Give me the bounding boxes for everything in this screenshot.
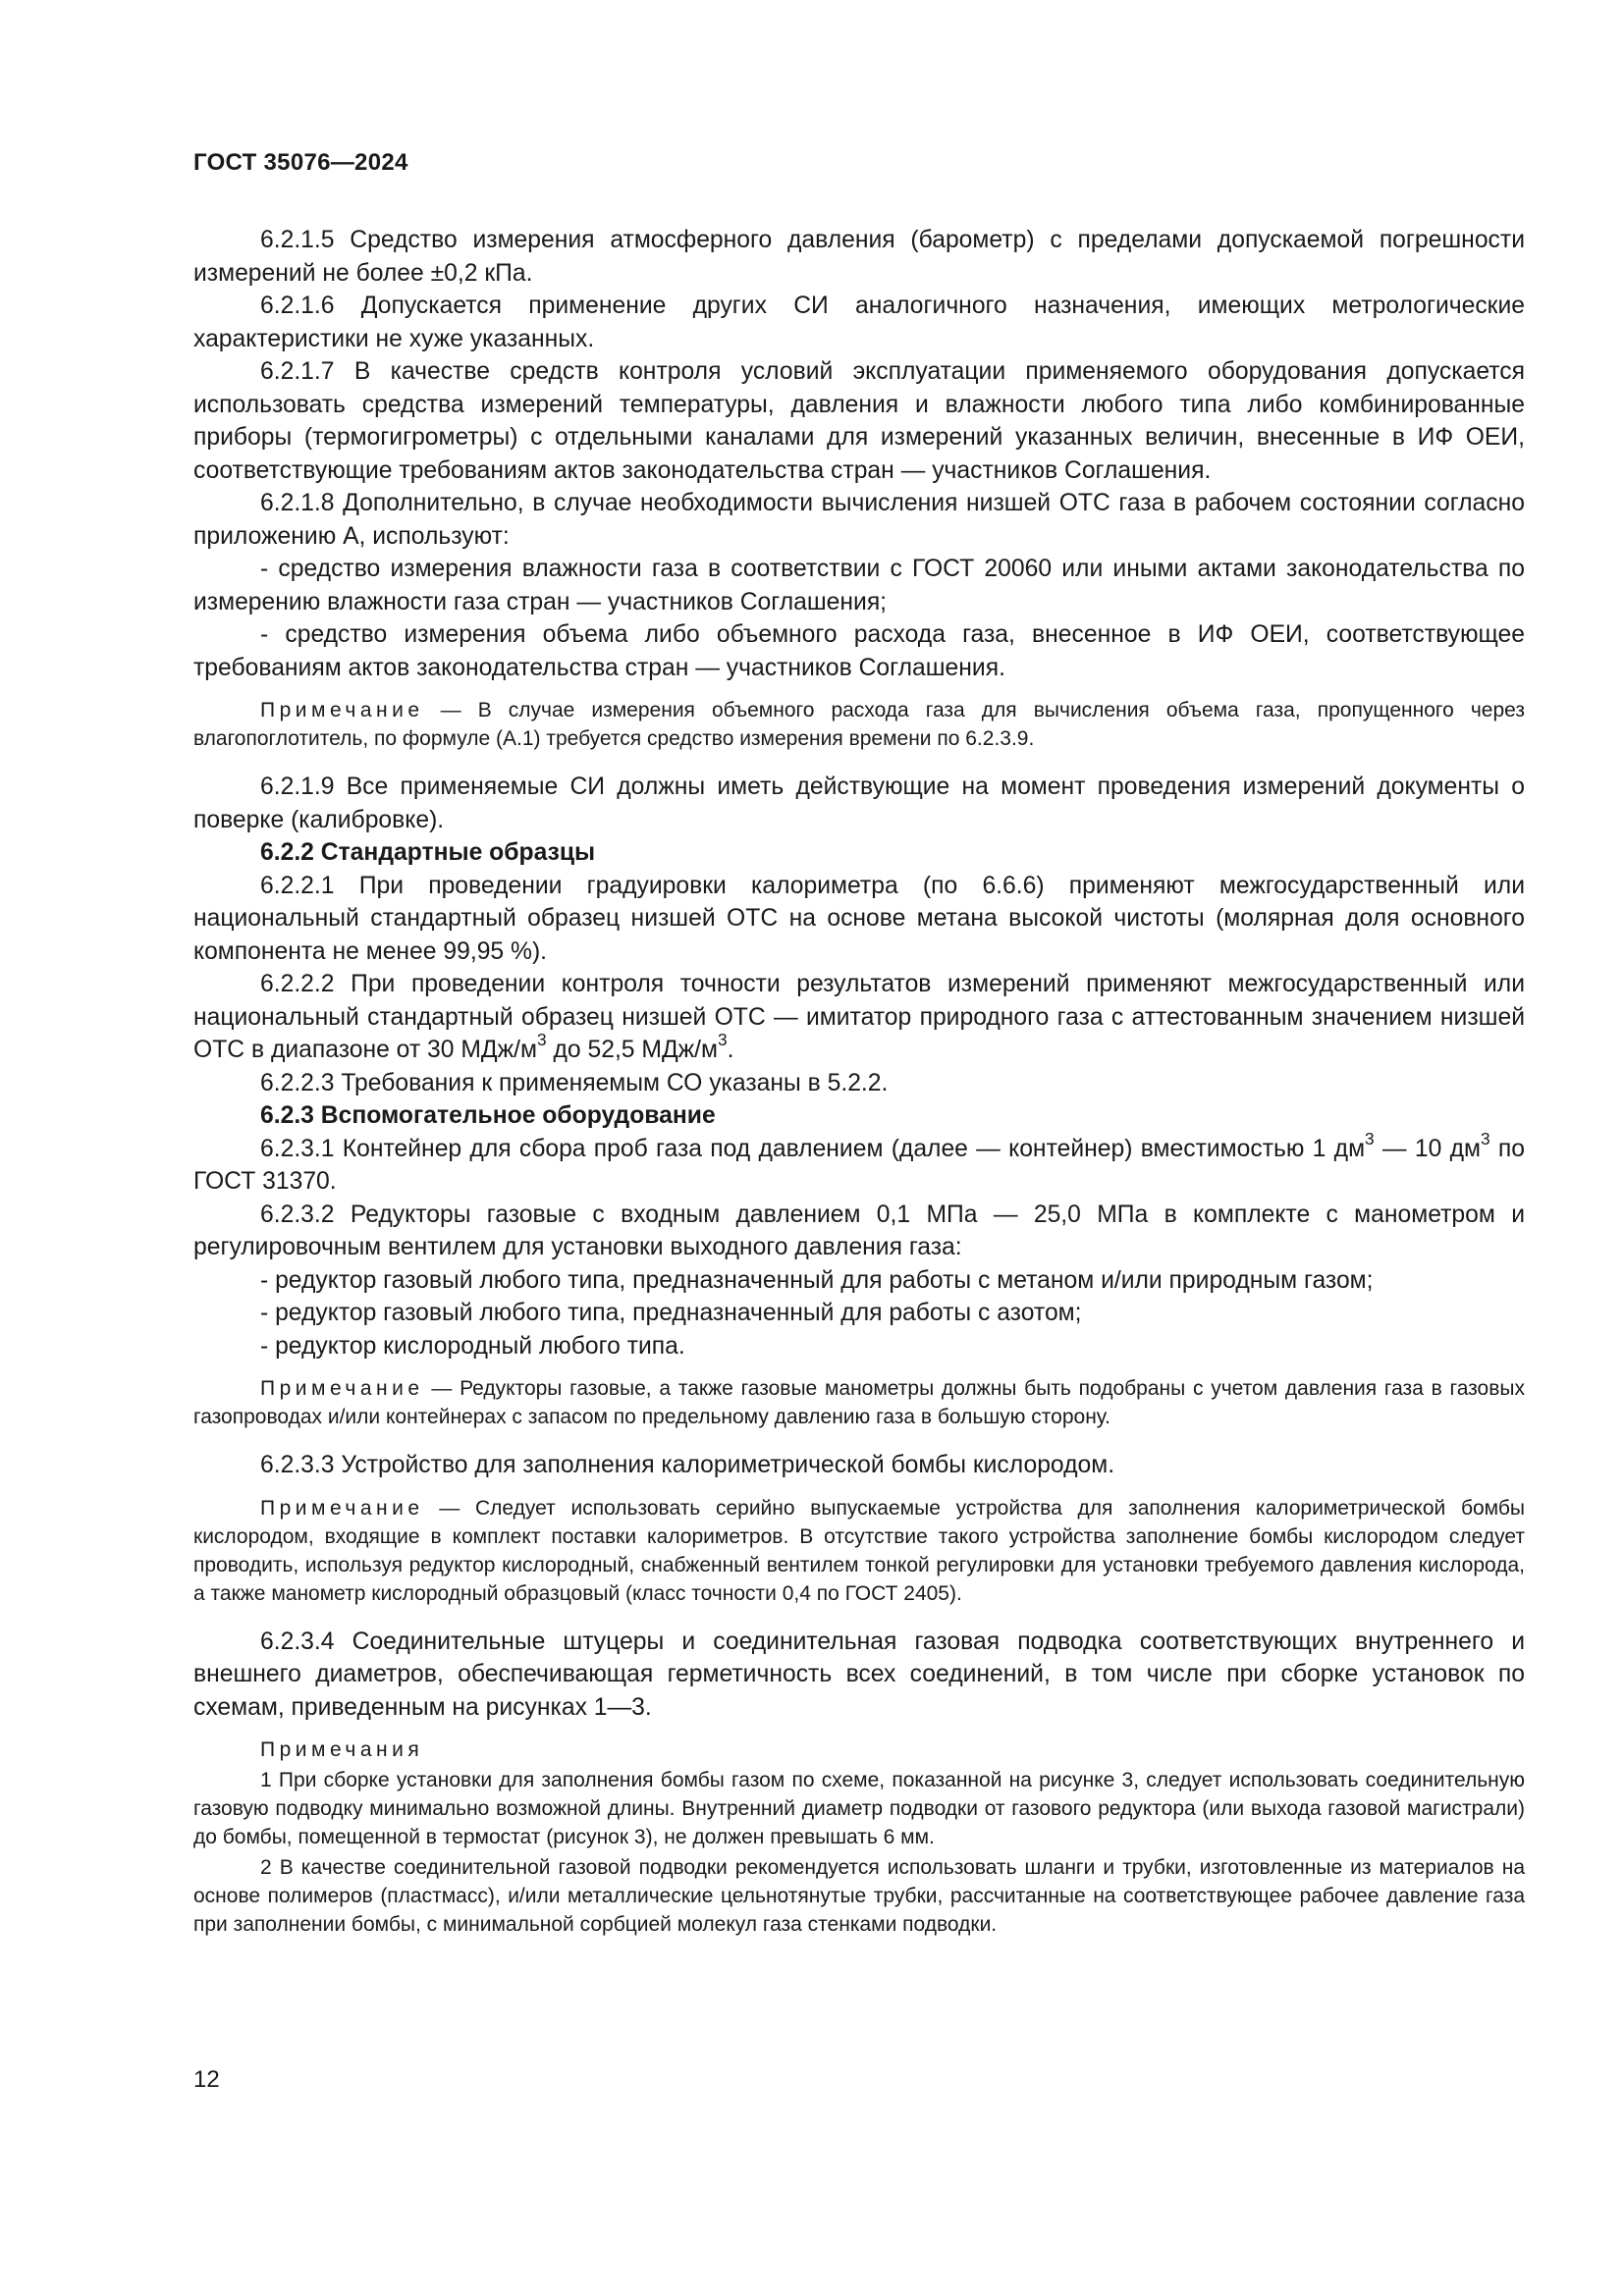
notes-label: Примечания <box>260 1738 424 1761</box>
clause-6-2-3-1 <box>193 1128 1525 1199</box>
clause-6-2-1-6: 6.2.1.6 Допускается применение других СИ аналогичного назначения, имеющих метрологические характеристики не хуже указанных. <box>193 293 1525 352</box>
note-label: Примечание <box>260 1377 424 1400</box>
note-1 <box>193 696 1525 753</box>
superscript: 3 <box>537 1029 547 1049</box>
document-body <box>193 224 1525 1941</box>
note-item: 1 При сборке установки для заполнения бомбы газом по схеме, показанной на рисунке 3, следует использовать соединительную газовую подводку минимально возможной длины. Внутренний диаметр подводки от газового редуктора (или выхода газовой магистрали) до бомбы, помещенной в термостат (рисунок 3), не должен превышать 6 мм. <box>193 1769 1525 1848</box>
clause-6-2-3-3: 6.2.3.3 Устройство для заполнения калориметрической бомбы кислородом. <box>260 1452 1115 1478</box>
clause-6-2-1-7: 6.2.1.7 В качестве средств контроля условий эксплуатации применяемого оборудования допускается использовать средства измерений температуры, давления и влажности любого типа либо комбинированные приборы (термогигрометры) с отдельными каналами для измерений указанных величин, внесенные в ИФ ОЕИ, соответствующие требованиям актов законодательства стран — участников Соглашения. <box>193 358 1525 484</box>
list-item: - средство измерения объема либо объемного расхода газа, внесенное в ИФ ОЕИ, соответствующее требованиям актов законодательства стран — участников Соглашения. <box>193 621 1525 681</box>
clause-text: до 52,5 МДж/м <box>546 1037 719 1063</box>
page-number: 12 <box>193 2066 220 2093</box>
superscript: 3 <box>1365 1128 1375 1148</box>
clause-6-2-2-2 <box>193 968 1525 1067</box>
superscript: 3 <box>718 1029 728 1049</box>
section-heading-6-2-2: 6.2.2 Стандартные образцы <box>260 839 596 866</box>
superscript: 3 <box>1481 1128 1490 1148</box>
note-label: Примечание <box>260 1496 424 1520</box>
note-3 <box>193 1494 1525 1608</box>
clause-6-2-1-9: 6.2.1.9 Все применяемые СИ должны иметь действующие на момент проведения измерений документы о поверке (калибровке). <box>193 774 1525 833</box>
clause-6-2-1-5: 6.2.1.5 Средство измерения атмосферного давления (барометр) с пределами допускаемой погрешности измерений не более ±0,2 кПа. <box>193 227 1525 287</box>
clause-text: . <box>727 1037 734 1063</box>
note-text: — Следует использовать серийно выпускаемые устройства для заполнения калориметрической бомбы кислородом, входящие в комплект поставки калориметров. В отсутствие такого устройства заполнение бомбы кислородом следует проводить, используя редуктор кислородный, снабженный вентилем тонкой регулировки для установки требуемого давления кислорода, а также манометр кислородный образцовый (класс точности 0,4 по ГОСТ 2405). <box>193 1496 1525 1605</box>
document-header: ГОСТ 35076—2024 <box>193 149 408 176</box>
list-item: - редуктор газовый любого типа, предназначенный для работы с азотом; <box>260 1300 1082 1326</box>
clause-6-2-3-4: 6.2.3.4 Соединительные штуцеры и соединительная газовая подводка соответствующих внутреннего и внешнего диаметров, обеспечивающая герметичность всех соединений, в том числе при сборке установок по схемам, приведенным на рисунках 1—3. <box>193 1628 1525 1721</box>
clause-6-2-2-3: 6.2.2.3 Требования к применяемым СО указаны в 5.2.2. <box>260 1069 889 1096</box>
clause-6-2-3-2: 6.2.3.2 Редукторы газовые с входным давлением 0,1 МПа — 25,0 МПа в комплекте с манометром и регулировочным вентилем для установки выходного давления газа: <box>193 1201 1525 1260</box>
list-item: - редуктор кислородный любого типа. <box>260 1332 685 1360</box>
clause-text: по ГОСТ 31370. <box>193 1135 1525 1195</box>
note-label: Примечание <box>260 699 424 721</box>
note-text: — Редукторы газовые, а также газовые манометры должны быть подобраны с учетом давления газа в газовых газопроводах и/или контейнерах с запасом по предельному давлению газа в большую сторону. <box>193 1377 1525 1428</box>
section-heading-6-2-3: 6.2.3 Вспомогательное оборудование <box>260 1102 716 1129</box>
clause-6-2-2-1: 6.2.2.1 При проведении градуировки калориметра (по 6.6.6) применяют межгосударственный или национальный стандартный образец низшей ОТС на основе метана высокой чистоты (молярная доля основного компонента не менее 99,95 %). <box>193 872 1525 965</box>
clause-text: 6.2.2.2 При проведении контроля точности результатов измерений применяют межгосударственный или национальный стандартный образец низшей ОТС — имитатор природного газа с аттестованным значением низшей ОТС в диапазоне от 30 МДж/м <box>193 971 1525 1063</box>
note-2 <box>193 1374 1525 1431</box>
list-item: - редуктор газовый любого типа, предназначенный для работы с метаном и/или природным газом; <box>260 1266 1374 1294</box>
list-item: - средство измерения влажности газа в соответствии с ГОСТ 20060 или иными актами законодательства по измерению влажности газа стран — участников Соглашения; <box>193 556 1525 615</box>
clause-text: 6.2.3.1 Контейнер для сбора проб газа под давлением (далее — контейнер) вместимостью 1 дм <box>260 1135 1366 1162</box>
clause-text: — 10 дм <box>1374 1135 1481 1162</box>
note-text: — В случае измерения объемного расхода газа для вычисления объема газа, пропущенного через влагопоглотитель, по формуле (А.1) требуется средство измерения времени по 6.2.3.9. <box>193 699 1525 750</box>
clause-6-2-1-8: 6.2.1.8 Дополнительно, в случае необходимости вычисления низшей ОТС газа в рабочем состоянии согласно приложению А, используют: <box>193 490 1525 550</box>
note-item: 2 В качестве соединительной газовой подводки рекомендуется использовать шланги и трубки, изготовленные из материалов на основе полимеров (пластмасс), и/или металлические цельнотянутые трубки, рассчитанные на соответствующее рабочее давление газа при заполнении бомбы, с минимальной сорбцией молекул газа стенками подводки. <box>193 1856 1525 1936</box>
